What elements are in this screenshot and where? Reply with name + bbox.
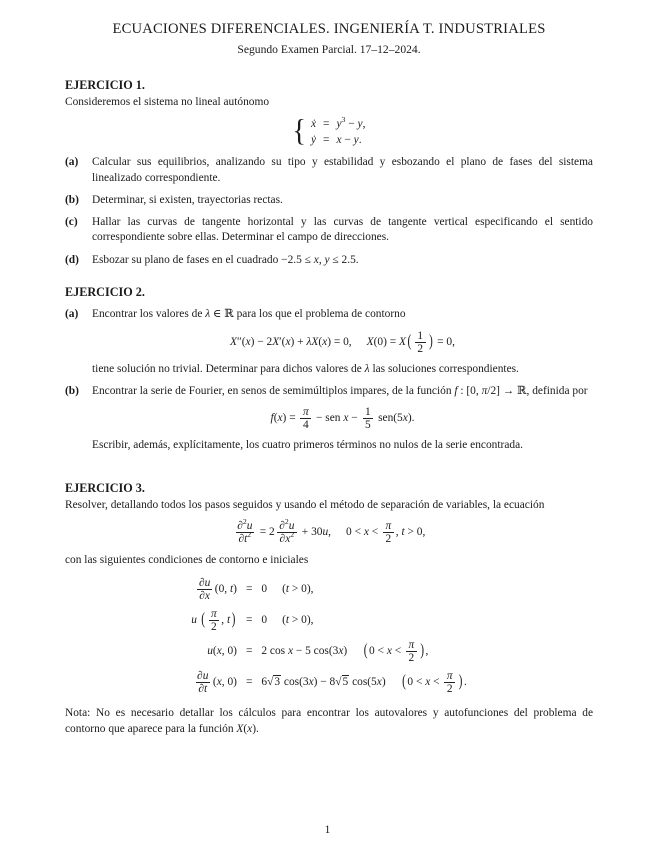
system-equations-grid xyxy=(310,114,366,149)
item-a-text-pre: Encontrar los valores de xyxy=(92,308,206,321)
item-c-label: (c) xyxy=(65,216,78,229)
condition-4-equals: = xyxy=(245,676,253,689)
item-d-label: (d) xyxy=(65,253,79,266)
document-title: ECUACIONES DIFERENCIALES. INGENIERÍA T. INDUSTRIALES xyxy=(112,21,546,37)
system-eq2-lhs: ẏ xyxy=(310,133,317,146)
ejercicio-3-intro: Resolver, detallando todos los pasos seguidos y usando el método de separación de variables, la ecuación xyxy=(65,499,545,512)
system-left-brace: { xyxy=(292,115,306,149)
item-a-text-post: para los que el problema de contorno xyxy=(233,308,406,321)
condition-1-rhs: 0 (t > 0), xyxy=(261,582,314,595)
item-b-label: (b) xyxy=(65,385,79,398)
conditions-grid xyxy=(65,577,593,696)
condition-4-lhs: $\frac{\partial u}{\partial t}$ (x, 0) xyxy=(197,670,237,696)
document-subtitle: Segundo Examen Parcial. 17–12–2024. xyxy=(237,42,421,56)
document-header xyxy=(65,20,593,57)
system-eq1-equals: = xyxy=(323,117,330,130)
item-b-label: (b) xyxy=(65,193,79,206)
ejercicio-2-heading: EJERCICIO 2. xyxy=(65,284,145,299)
ejercicio-1-intro: Consideremos el sistema no lineal autónomo xyxy=(65,96,270,109)
system-eq1-rhs: $y^3 - y$, xyxy=(336,114,366,130)
item-d-text-pre: Esbozar su plano de fases en el cuadrado xyxy=(92,253,282,266)
condition-3-equals: = xyxy=(245,645,253,658)
nota-text-pre: Nota: No es necesario detallar los cálculos para encontrar los autovalores y autofunciones del problema de contorno que aparece para la función xyxy=(65,707,593,735)
ejercicio-2-item-a xyxy=(65,307,593,377)
item-b-text-pre: Encontrar la serie de Fourier, en senos de semimúltiplos impares, de la función xyxy=(92,385,455,398)
system-eq2-rhs: x − y. xyxy=(336,133,362,146)
ejercicio-1-item-a xyxy=(65,155,593,186)
ejercicio-3-after-pde: con las siguientes condiciones de contorno e iniciales xyxy=(65,553,309,566)
item-d-inline-math: −2.5 ≤ x, y ≤ 2.5. xyxy=(281,253,359,266)
condition-2-lhs: u ( $\frac{\pi}{2}$ , t ) xyxy=(191,607,236,634)
section-ejercicio-3 xyxy=(65,480,593,737)
item-a-label: (a) xyxy=(65,156,79,169)
pde-equation: $\frac{\partial^2u}{\partial t^2}$ = 2 $\frac{\partial^2u}{\partial x^2}$ + 30u, 0 < x < $\frac{\pi}{2}$ , t > 0, xyxy=(237,517,426,546)
item-a-body xyxy=(92,307,593,377)
ejercicio-1-item-b xyxy=(65,193,593,208)
system-eq2-equals: = xyxy=(323,133,330,146)
item-a-label: (a) xyxy=(65,308,79,321)
ejercicio-1-heading: EJERCICIO 1. xyxy=(65,78,145,93)
page-number: 1 xyxy=(324,823,331,836)
system-equations-display xyxy=(65,114,593,149)
item-b-after: Escribir, además, explícitamente, los cuatro primeros términos no nulos de la serie encontrada. xyxy=(92,439,523,452)
lambda-inline-math: λ xyxy=(364,362,370,375)
function-domain-inline-math: f : [0, π/2] → ℝ xyxy=(454,385,527,398)
condition-1-lhs: $\frac{\partial u}{\partial x}$ (0, t) xyxy=(194,577,237,602)
item-a-text: Calcular sus equilibrios, analizando su tipo y estabilidad y esbozando el plano de fases del sistema linealizado correspondiente. xyxy=(92,156,593,184)
item-a-after xyxy=(92,362,593,377)
item-a-after-pre: tiene solución no trivial. Determinar para dichos valores de xyxy=(92,362,365,375)
item-c-text: Hallar las curvas de tangente horizontal y las curvas de tangente vertical especificando el sentido correspondiente sobre ellas. Determinar el campo de direcciones. xyxy=(92,216,593,244)
system-eq1-lhs: ẋ xyxy=(310,117,317,130)
nota-text-post: . xyxy=(256,722,259,735)
lambda-in-r-inline-math: λ ∈ ℝ xyxy=(205,308,234,321)
boundary-problem-equation: X″(x) − 2X′(x) + λX(x) = 0, X(0) = X ( $\frac{1}{2}$ ) = 0, xyxy=(230,329,455,355)
section-ejercicio-1 xyxy=(65,77,593,268)
item-a-after-post: las soluciones correspondientes. xyxy=(369,362,519,375)
ejercicio-2-item-b xyxy=(65,384,593,454)
section-ejercicio-2 xyxy=(65,284,593,454)
item-b-text-post: , definida por xyxy=(526,385,588,398)
item-d-text xyxy=(92,253,593,268)
ejercicio-1-item-d xyxy=(65,253,593,268)
condition-4-rhs: 6√3 cos(3x) − 8√5 cos(5x) ( 0 < x < $\frac{\pi}{2}$ ) . xyxy=(261,670,467,696)
ejercicio-3-heading: EJERCICIO 3. xyxy=(65,480,145,495)
condition-2-equals: = xyxy=(245,613,253,626)
condition-1-equals: = xyxy=(245,582,253,595)
ejercicio-1-item-c xyxy=(65,215,593,246)
nota-inline-math: X(x) xyxy=(236,722,257,735)
condition-2-rhs: 0 (t > 0), xyxy=(261,613,314,626)
item-b-text: Determinar, si existen, trayectorias rectas. xyxy=(92,193,283,206)
condition-3-rhs: 2 cos x − 5 cos(3x) ( 0 < x < $\frac{\pi}{2}$ ) , xyxy=(261,639,429,665)
nota-paragraph xyxy=(65,706,593,737)
fourier-function-formula: f(x) = $\frac{\pi}{4}$ − sen x − $\frac{1}{5}$ sen(5x). xyxy=(270,406,415,432)
condition-3-lhs: u(x, 0) xyxy=(207,645,237,658)
item-b-body xyxy=(92,384,593,454)
